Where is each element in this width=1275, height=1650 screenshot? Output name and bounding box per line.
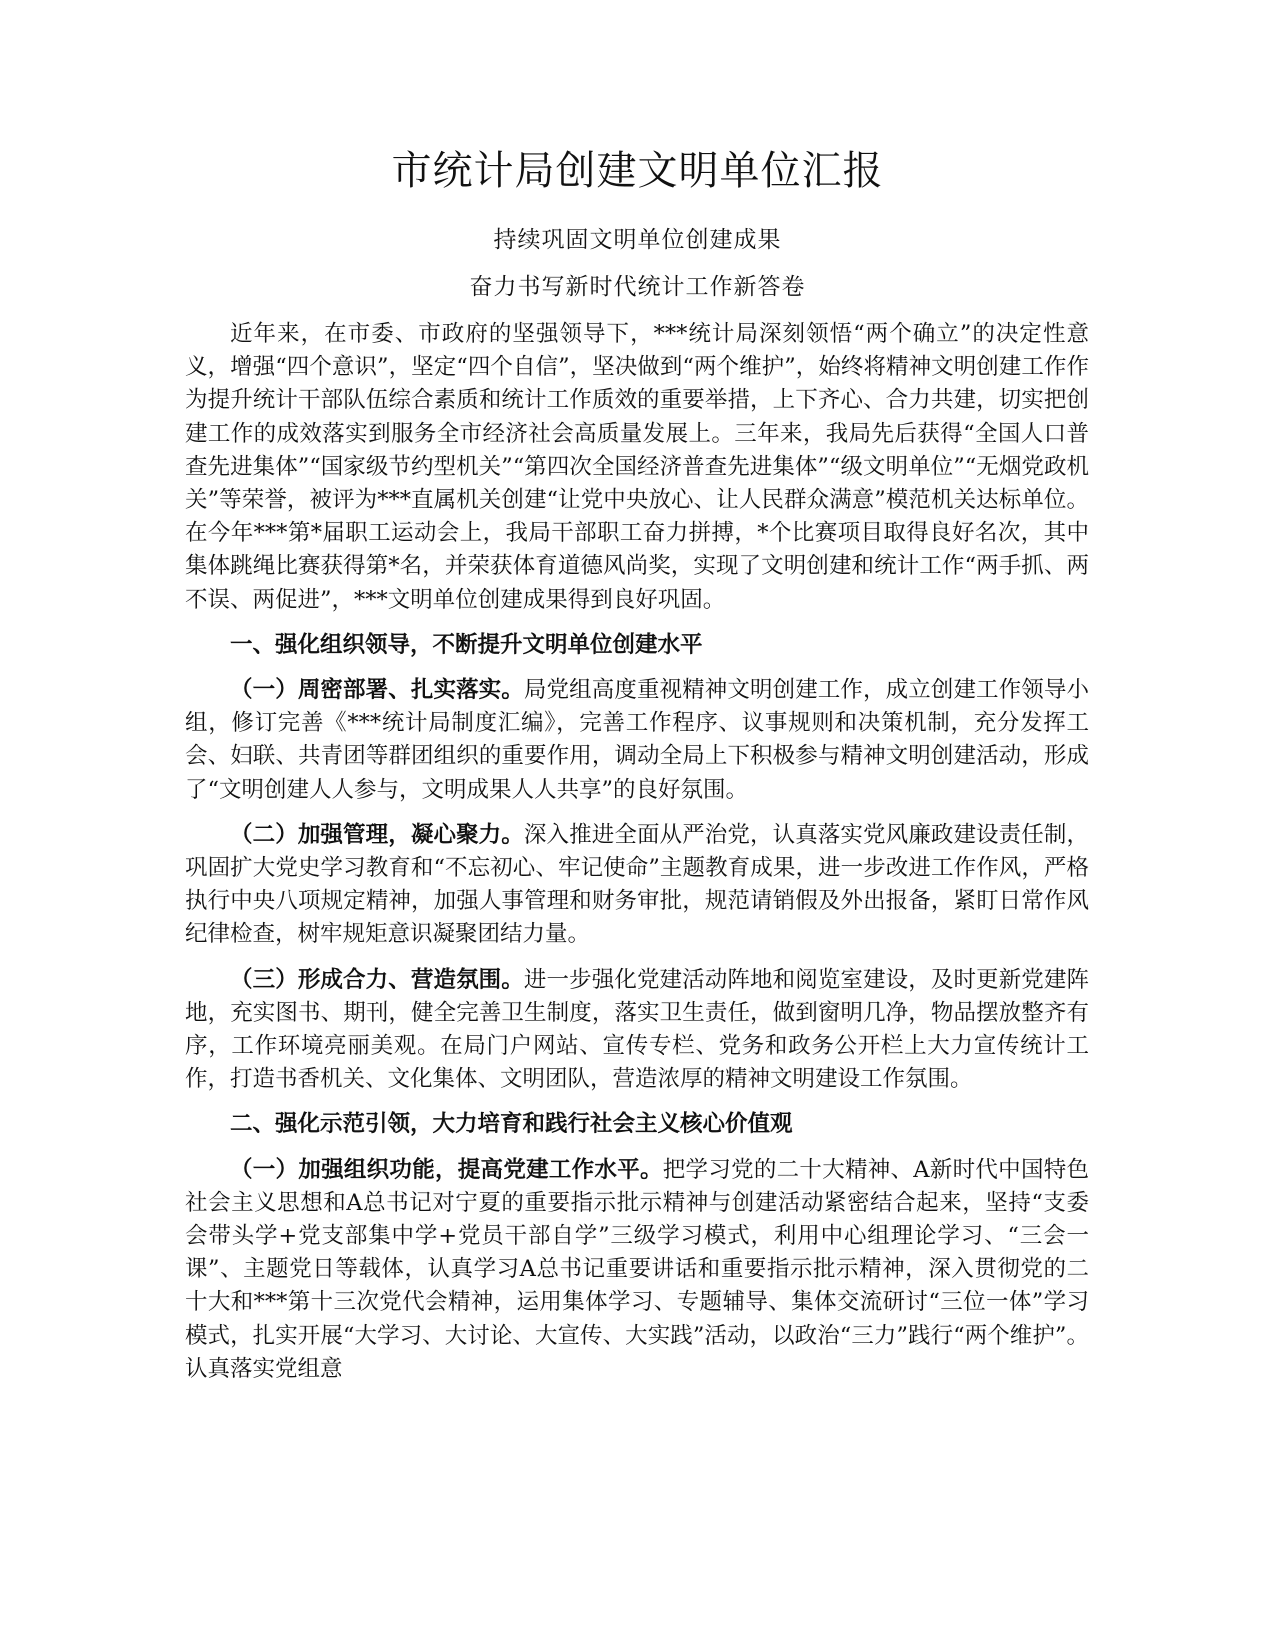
document-subtitle-2: 奋力书写新时代统计工作新答卷 — [469, 274, 806, 300]
section-1-item-1 — [185, 674, 1089, 807]
intro-paragraph: 近年来，在市委、市政府的坚强领导下，***统计局深刻领悟“两个确立”的决定性意义，增强“四个意识”，坚定“四个自信”，坚决做到“两个维护”，始终将精神文明创建工作作为提升统计干部队伍综合素质和统计工作质效的重要举措，上下齐心、合力共建，切实把创建工作的成效落实到服务全市经济社会高质量发展上。三年来，我局先后获得“全国人口普查先进集体”“国家级节约型机关”“第四次全国经济普查先进集体”“级文明单位”“无烟党政机关”等荣誉，被评为***直属机关创建“让党中央放心、让人民群众满意”模范机关达标单位。在今年***第*届职工运动会上，我局干部职工奋力拼搏，*个比赛项目取得良好名次，其中集体跳绳比赛获得第*名，并荣获体育道德风尚奖，实现了文明创建和统计工作“两手抓、两不误、两促进”，***文明单位创建成果得到良好巩固。 — [185, 321, 1089, 613]
section-2-heading: 二、强化示范引领，大力培育和践行社会主义核心价值观 — [230, 1111, 793, 1138]
section-2-item-1 — [185, 1154, 1089, 1386]
section-1-item-2 — [185, 819, 1089, 952]
section-1-item-3 — [185, 964, 1089, 1097]
section-2-item-1-text: 把学习党的二十大精神、A新时代中国特色社会主义思想和A总书记对宁夏的重要指示批示精神与创建活动紧密结合起来，坚持“支委会带头学+党支部集中学+党员干部自学”三级学习模式，利用中心组理论学习、“三会一课”、主题党日等载体，认真学习A总书记重要讲话和重要指示批示精神，深入贯彻党的二十大和***第十三次党代会精神，运用集体学习、专题辅导、集体交流研讨“三位一体”学习模式，扎实开展“大学习、大讨论、大宣传、大实践”活动，以政治“三力”践行“两个维护”。认真落实党组意 — [185, 1156, 1089, 1382]
section-1-heading: 一、强化组织领导，不断提升文明单位创建水平 — [230, 631, 703, 658]
section-1-item-3-text: 进一步强化党建活动阵地和阅览室建设，及时更新党建阵地，充实图书、期刊，健全完善卫生制度，落实卫生责任，做到窗明几净，物品摆放整齐有序，工作环境亮丽美观。在局门户网站、宣传专栏、党务和政务公开栏上大力宣传统计工作，打造书香机关、文化集体、文明团队，营造浓厚的精神文明建设工作氛围。 — [185, 966, 1089, 1093]
section-1-item-2-lead: （二）加强管理，凝心聚力。 — [230, 821, 524, 848]
section-1-item-2-text: 深入推进全面从严治党，认真落实党风廉政建设责任制，巩固扩大党史学习教育和“不忘初心、牢记使命”主题教育成果，进一步改进工作作风，严格执行中央八项规定精神，加强人事管理和财务审批，规范请销假及外出报备，紧盯日常作风纪律检查，树牢规矩意识凝聚团结力量。 — [185, 821, 1089, 948]
section-1-item-3-lead: （三）形成合力、营造氛围。 — [230, 966, 524, 993]
section-2-item-1-lead: （一）加强组织功能，提高党建工作水平。 — [230, 1156, 663, 1183]
section-1-item-1-text: 局党组高度重视精神文明创建工作，成立创建工作领导小组，修订完善《***统计局制度汇编》，完善工作程序、议事规则和决策机制，充分发挥工会、妇联、共青团等群团组织的重要作用，调动全局上下积极参与精神文明创建活动，形成了“文明创建人人参与，文明成果人人共享”的良好氛围。 — [185, 677, 1089, 803]
document-title: 市统计局创建文明单位汇报 — [391, 148, 884, 194]
section-1-item-1-lead: （一）周密部署、扎实落实。 — [230, 677, 524, 704]
document-body — [185, 318, 1089, 1398]
document-subtitle-1: 持续巩固文明单位创建成果 — [493, 227, 782, 253]
